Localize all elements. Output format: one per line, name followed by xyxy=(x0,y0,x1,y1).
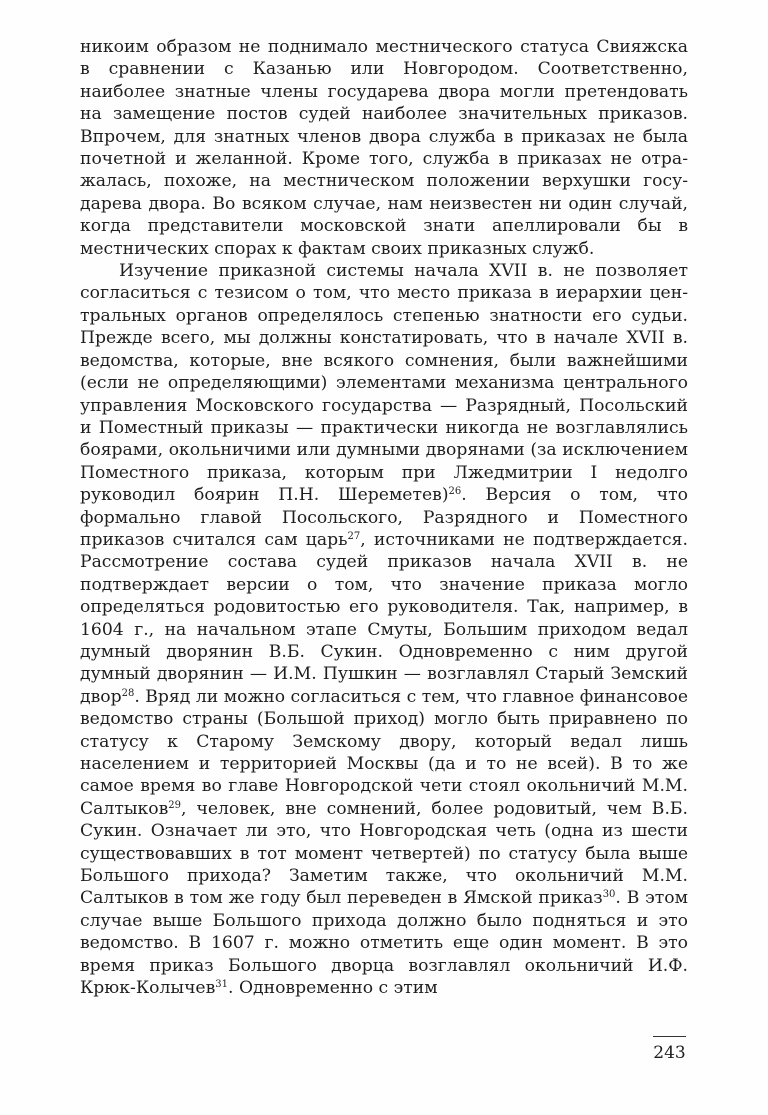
text-run: , человек, вне сомнений, более родовитый, чем В.Б. Сукин. Означает ли это, что Новгородская четь (одна из шести существовавших в тот момент четвертей) по статусу была выше Большого прихода? Заметим также, что окольничий М.М. Салтыков в том же году был переведен в Ямской приказ xyxy=(80,798,688,909)
footnote-ref: 26 xyxy=(448,486,462,498)
text-run: Изучение приказной системы начала XVII в. не позволяет согласиться с тезисом о том, что место приказа в иерархии центральных органов определялось степенью знатности его судьи. Прежде всего, мы должны констатировать, что в начале XVII в. ведомства, которые, вне всякого сомнения, были важнейшими (если не определяющими) элементами механизма центрального управления Московского государства — Разрядный, Посольский и Поместный приказы — практически никогда не возглавлялись боярами, окольничими или думными дворянами (за исключением Поместного приказа, которым при Лжедмитрии I недолго руководил боярин П.Н. Шереметев) xyxy=(80,261,688,506)
text-run: . Вряд ли можно согласиться с тем, что главное финансовое ведомство страны (Большой приход) могло быть приравнено по статусу к Старому Земскому двору, который ведал лишь населением и территорией Москвы (да и то не всей). В то же самое время во главе Новгородской чети стоял окольничий М.М. Салтыков xyxy=(80,686,688,819)
paragraph-1 xyxy=(80,36,688,260)
paragraph-2 xyxy=(80,260,688,999)
footnote-ref: 30 xyxy=(602,889,616,901)
footnote-ref: 31 xyxy=(215,979,229,991)
page-number-rule xyxy=(653,1036,686,1037)
text-run: . В этом случае выше Большого прихода должно было подняться и это ведомство. В 1607 г. можно отметить еще один момент. В это время приказ Большого дворца возглавлял окольничий И.Ф. Крюк-Колычев xyxy=(80,888,688,999)
footnote-ref: 29 xyxy=(168,799,182,811)
body-text xyxy=(80,36,688,999)
text-run: . Одновременно с этим xyxy=(228,978,438,999)
page-number: 243 xyxy=(653,1043,686,1063)
footnote-ref: 28 xyxy=(121,687,135,699)
text-run: . Версия о том, что формально главой Посольского, Разрядного и Поместного приказов считался сам царь xyxy=(80,485,688,550)
footnote-ref: 27 xyxy=(347,530,361,542)
text-run: , источниками не подтверждается. Рассмотрение состава судей приказов начала XVII в. не подтверждает версии о том, что значение приказа могло определяться родовитостью его руководителя. Так, например, в 1604 г., на начальном этапе Смуты, Большим приходом ведал думный дворянин В.Б. Сукин. Одновременно с ним другой думный дворянин — И.М. Пушкин — возглавлял Старый Земский двор xyxy=(80,529,688,707)
text-run: никоим образом не поднимало местнического статуса Свияжска в сравнении с Казанью или Новгородом. Соответственно, наиболее знатные члены государева двора могли претендовать на замещение постов судей наиболее значительных приказов. Впрочем, для знатных членов двора служба в приказах не была почетной и желанной. Кроме того, служба в приказах не отражалась, похоже, на местническом положении верхушки государева двора. Во всяком случае, нам неизвестен ни один случай, когда представители московской знати апеллировали бы в местнических спорах к фактам своих приказных служб. xyxy=(80,37,688,259)
